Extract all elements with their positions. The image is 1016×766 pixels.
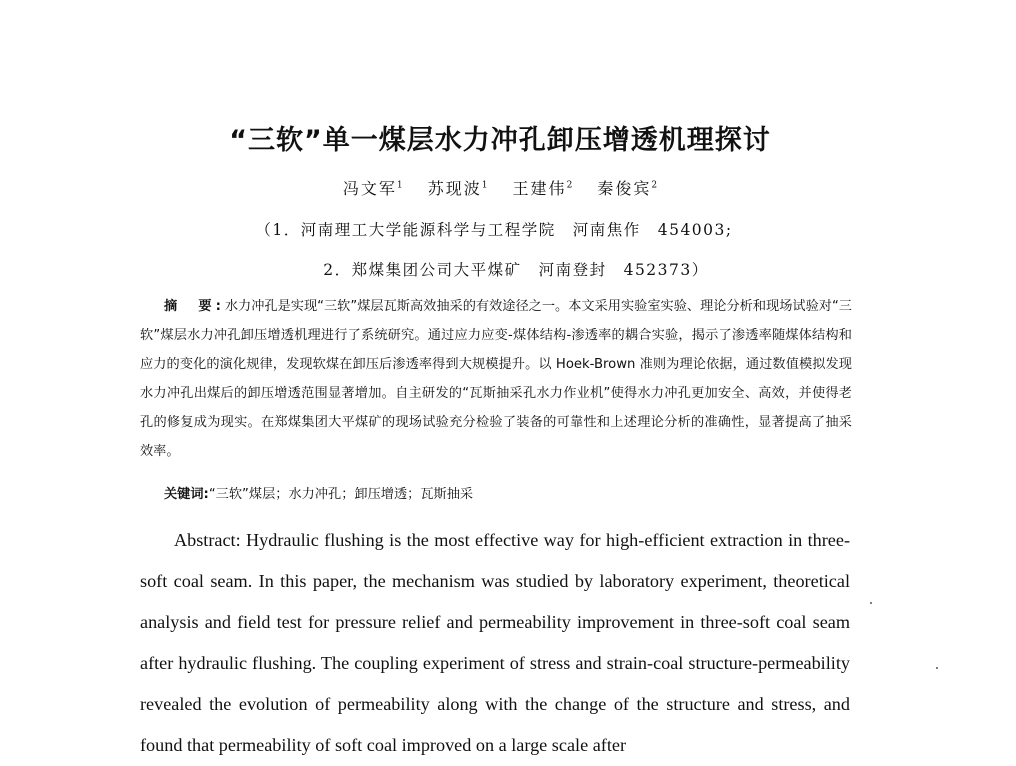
english-abstract: Abstract: Hydraulic flushing is the most effective way for high-efficient extraction in three-soft coal seam. In this paper, the mechanism was studied by laboratory experiment, theoretical analysis and field test for pressure relief and permeability improvement in three-soft coal seam after hydraulic flushing. The coupling experiment of stress and strain-coal structure-permeability revealed the evolution of permeability along with the change of the structure and stress, and found that permeability of soft coal improved on a large scale after	[140, 530, 850, 755]
affiliation-marker: 2	[651, 180, 658, 191]
author-name: 苏现波	[427, 179, 482, 198]
abstract-label: 摘 要:	[164, 299, 225, 314]
scan-speck	[936, 667, 938, 669]
affiliation-1: （1．河南理工大学能源科学与工程学院 河南焦作 454003;	[255, 221, 733, 239]
affiliation-marker: 2	[566, 180, 573, 191]
affiliation-2: 2．郑煤集团公司大平煤矿 河南登封 452373）	[323, 261, 709, 279]
author-list	[0, 176, 1000, 199]
chinese-abstract	[140, 292, 852, 466]
scan-speck	[870, 602, 872, 604]
keywords-text: “三软”煤层；水力冲孔；卸压增透；瓦斯抽采	[208, 487, 474, 502]
keywords-label: 关键词:	[164, 487, 209, 502]
author-4	[597, 179, 657, 198]
keywords	[164, 483, 864, 502]
author-2	[428, 179, 488, 198]
affiliation-marker: 1	[396, 180, 403, 191]
author-1	[343, 179, 403, 198]
author-name: 秦俊宾	[597, 179, 652, 198]
author-3	[513, 179, 573, 198]
author-name: 冯文军	[342, 179, 397, 198]
paper-title: “三软”单一煤层水力冲孔卸压增透机理探讨	[229, 125, 771, 156]
abstract-text: 水力冲孔是实现“三软”煤层瓦斯高效抽采的有效途径之一。本文采用实验室实验、理论分析和现场试验对“三软”煤层水力冲孔卸压增透机理进行了系统研究。通过应力应变-煤体结构-渗透率的耦合实验，揭示了渗透率随煤体结构和应力的变化的演化规律，发现软煤在卸压后渗透率得到大规模提升。以 Hoek-Brown 准则为理论依据，通过数值模拟发现水力冲孔出煤后的卸压增透范围显著增加。自主研发的“瓦斯抽采孔水力作业机”使得水力冲孔更加安全、高效，并使得老孔的修复成为现实。在郑煤集团大平煤矿的现场试验充分检验了装备的可靠性和上述理论分析的准确性，显著提高了抽采效率。	[140, 299, 852, 459]
affiliation-marker: 1	[481, 180, 488, 191]
author-name: 王建伟	[512, 179, 567, 198]
